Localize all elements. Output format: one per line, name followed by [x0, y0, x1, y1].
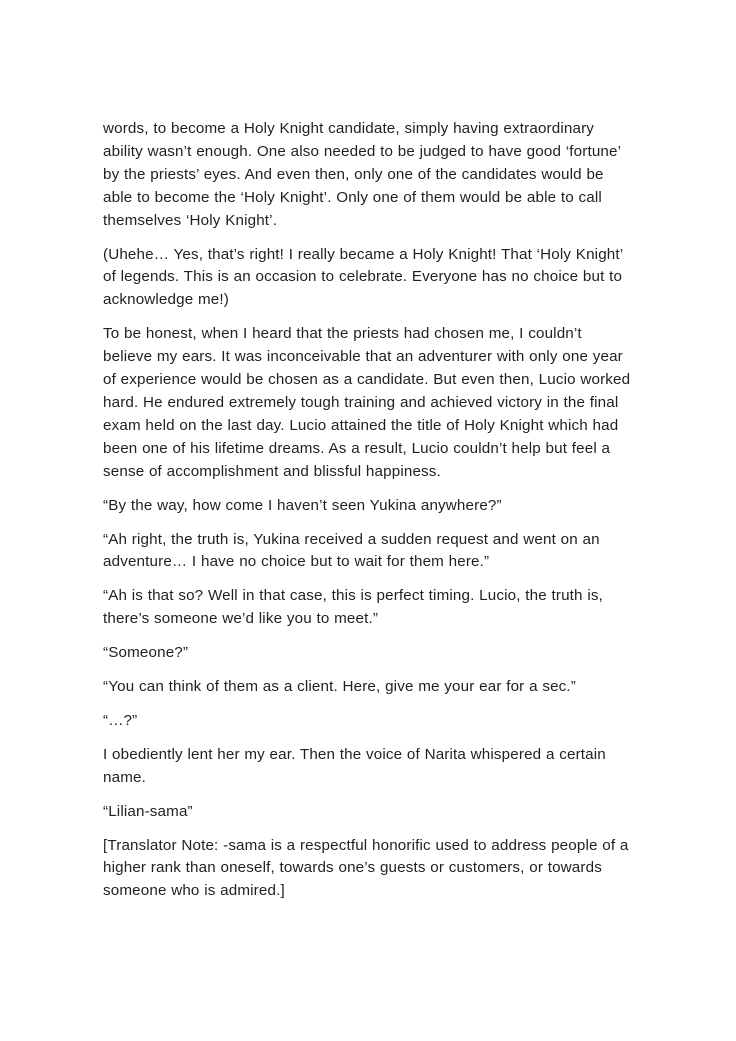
translator-note: [Translator Note: -sama is a respectful honorific used to address people of a higher rank than oneself, towards one’s guests or customers, or towards someone who is admired.]	[103, 836, 629, 900]
paragraph: “Someone?”	[103, 644, 189, 662]
paragraph: “Ah is that so? Well in that case, this is perfect timing. Lucio, the truth is, there’s someone we’d like you to meet.”	[103, 587, 603, 628]
paragraph: words, to become a Holy Knight candidate, simply having extraordinary ability wasn’t enough. One also needed to be judged to have good ‘fortune’ by the priests’ eyes. And even then, only one of the candidates would be able to become the ‘Holy Knight’. Only one of them would be able to call themselves ‘Holy Knight’.	[103, 120, 621, 229]
paragraph: To be honest, when I heard that the priests had chosen me, I couldn’t believe my ears. It was inconceivable that an adventurer with only one year of experience would be chosen as a candidate. But even then, Lucio worked hard. He endured extremely tough training and achieved victory in the final exam held on the last day. Lucio attained the title of Holy Knight which had been one of his lifetime dreams. As a result, Lucio couldn’t help but feel a sense of accomplishment and blissful happiness.	[103, 325, 631, 480]
document-body	[103, 118, 633, 903]
paragraph: “By the way, how come I haven’t seen Yukina anywhere?”	[103, 496, 502, 514]
paragraph: “You can think of them as a client. Here, give me your ear for a sec.”	[103, 678, 577, 696]
paragraph: “Lilian-sama”	[103, 802, 193, 820]
paragraph: (Uhehe… Yes, that’s right! I really became a Holy Knight! That ‘Holy Knight’ of legends. This is an occasion to celebrate. Everyone has no choice but to acknowledge me!)	[103, 245, 623, 309]
paragraph: “Ah right, the truth is, Yukina received a sudden request and went on an adventure… I have no choice but to wait for them here.”	[103, 530, 600, 571]
paragraph: I obediently lent her my ear. Then the voice of Narita whispered a certain name.	[103, 745, 606, 786]
paragraph: “…?”	[103, 711, 138, 729]
